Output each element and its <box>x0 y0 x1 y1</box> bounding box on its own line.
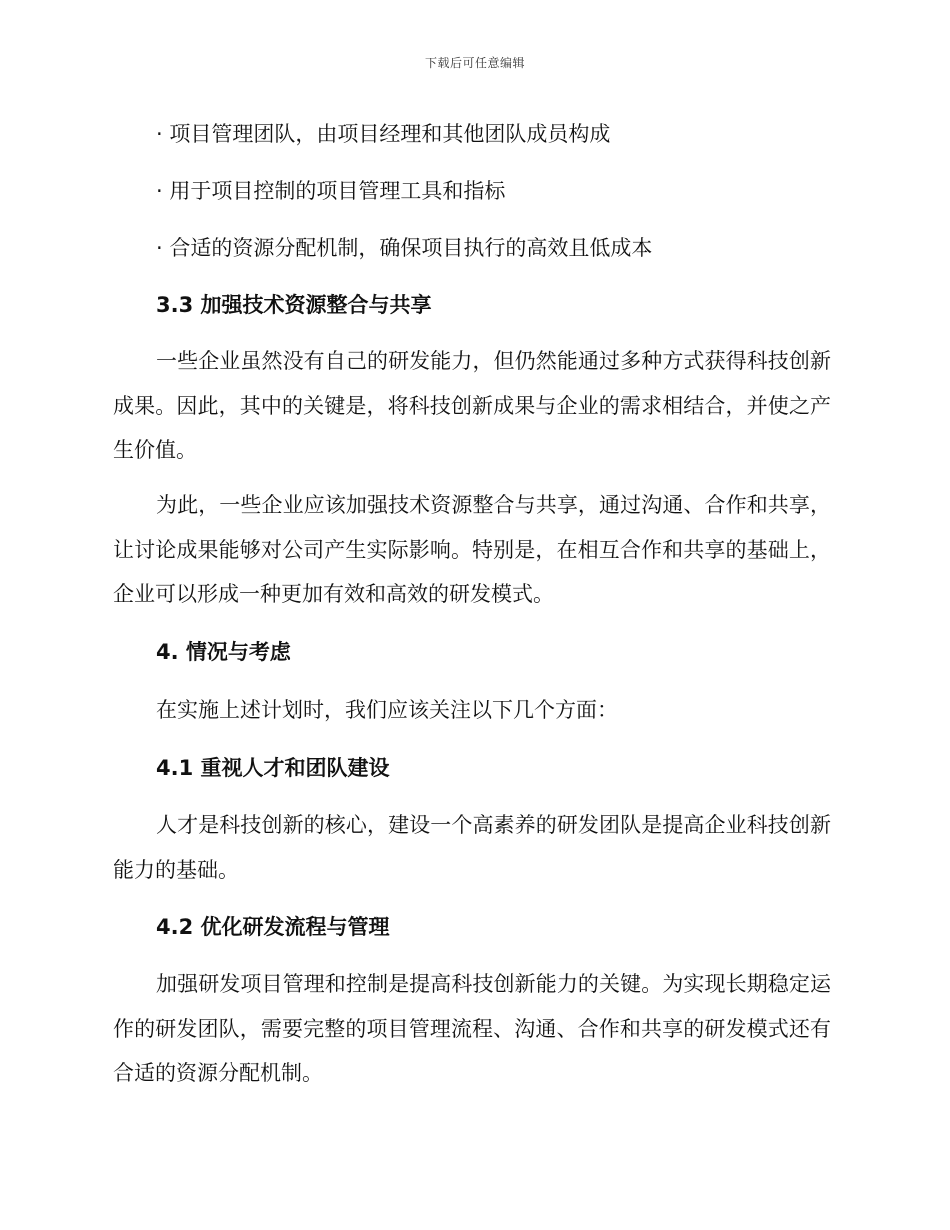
paragraph: 为此，一些企业应该加强技术资源整合与共享，通过沟通、合作和共享，让讨论成果能够对公司产生实际影响。特别是，在相互合作和共享的基础上，企业可以形成一种更加有效和高效的研发模式。 <box>113 493 831 606</box>
section-heading-4: 4. 情况与考虑 <box>156 640 291 664</box>
paragraph: 在实施上述计划时，我们应该关注以下几个方面： <box>156 698 618 722</box>
bullet-item: · 合适的资源分配机制，确保项目执行的高效且低成本 <box>156 236 653 260</box>
section-heading-4-2: 4.2 优化研发流程与管理 <box>156 915 390 939</box>
bullet-item: · 用于项目控制的项目管理工具和指标 <box>156 179 506 203</box>
paragraph: 加强研发项目管理和控制是提高科技创新能力的关键。为实现长期稳定运作的研发团队，需要完整的项目管理流程、沟通、合作和共享的研发模式还有合适的资源分配机制。 <box>113 972 831 1085</box>
section-heading-4-1: 4.1 重视人才和团队建设 <box>156 756 390 780</box>
section-heading-3-3: 3.3 加强技术资源整合与共享 <box>156 293 432 317</box>
paragraph: 一些企业虽然没有自己的研发能力，但仍然能通过多种方式获得科技创新成果。因此，其中的关键是，将科技创新成果与企业的需求相结合，并使之产生价值。 <box>113 349 831 462</box>
paragraph: 人才是科技创新的核心，建设一个高素养的研发团队是提高企业科技创新能力的基础。 <box>113 813 831 882</box>
page-header: 下载后可任意编辑 <box>424 56 525 70</box>
bullet-item: · 项目管理团队，由项目经理和其他团队成员构成 <box>156 122 611 146</box>
